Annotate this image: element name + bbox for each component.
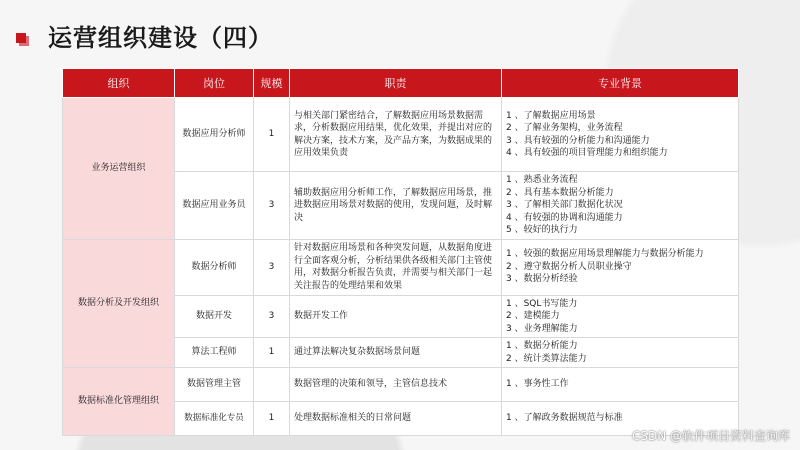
position-cell: 数据管理主管 [175, 368, 254, 402]
background-item: 3 、了解相关部门数据化状况 [506, 200, 623, 210]
background-item: 1 、了解数据应用场景 [506, 110, 596, 121]
table-row [63, 98, 739, 172]
org-cell: 业务运营组织 [63, 98, 175, 240]
header-scale: 规模 [254, 69, 290, 98]
scale-cell: 1 [254, 338, 290, 368]
background-item: 5 、较好的执行力 [506, 225, 578, 235]
position-cell: 数据分析师 [175, 239, 254, 295]
duty-cell: 通过算法解决复杂数据场景问题 [290, 338, 502, 368]
background-item: 2 、建模能力 [506, 311, 560, 321]
org-cell: 数据标准化管理组织 [63, 368, 175, 436]
duty-cell: 处理数据标准相关的日常问题 [290, 402, 502, 436]
header-org: 组织 [63, 69, 175, 98]
position-cell: 数据标准化专员 [175, 402, 254, 436]
organization-table [62, 68, 739, 436]
page-title: 运营组织建设（四） [48, 24, 273, 52]
duty-cell: 辅助数据应用分析师工作，了解数据应用场景，推进数据应用场景对数据的使用，发现问题，及时解决 [290, 172, 502, 240]
scale-cell: 3 [254, 172, 290, 240]
header-background: 专业背景 [502, 69, 739, 98]
background-item: 4 、有较强的协调和沟通能力 [506, 212, 623, 223]
duty-cell: 与相关部门紧密结合，了解数据应用场景数据需求，分析数据应用结果，优化效果，并提出对应的解决方案，技术方案，及产品方案，为数据成果的应用效果负责 [290, 98, 502, 172]
background-item: 2 、统计类算法能力 [506, 353, 587, 364]
table-row [63, 239, 739, 295]
background-item: 1 、了解政务数据规范与标准 [506, 413, 623, 424]
position-cell: 数据应用业务员 [175, 172, 254, 240]
watermark: CSDN @软件项目资料查询库 [631, 429, 790, 443]
scale-cell: 3 [254, 295, 290, 338]
duty-cell: 数据开发工作 [290, 295, 502, 338]
background-item: 1 、较强的数据应用场景理解能力与数据分析能力 [506, 249, 704, 260]
background-item: 2 、遵守数据分析人员职业操守 [506, 261, 632, 272]
table-header-row [63, 69, 739, 98]
background-cell [502, 368, 739, 402]
scale-cell [254, 368, 290, 402]
background-item: 1 、熟悉业务流程 [506, 175, 578, 185]
background-item: 3 、业务理解能力 [506, 323, 578, 334]
background-item: 2 、了解业务架构，业务流程 [506, 123, 623, 133]
background-item: 2 、具有基本数据分析能力 [506, 187, 614, 198]
background-cell [502, 338, 739, 368]
duty-cell: 数据管理的决策和领导，主管信息技术 [290, 368, 502, 402]
position-cell: 数据应用分析师 [175, 98, 254, 172]
background-item: 1 、事务性工作 [506, 379, 569, 390]
background-cell [502, 295, 739, 338]
background-cell [502, 239, 739, 295]
header-position: 岗位 [175, 69, 254, 98]
scale-cell: 1 [254, 98, 290, 172]
scale-cell: 3 [254, 239, 290, 295]
background-item: 1 、SQL书写能力 [506, 298, 578, 309]
position-cell: 算法工程师 [175, 338, 254, 368]
background-cell [502, 98, 739, 172]
table-row [63, 368, 739, 402]
header-duty: 职责 [290, 69, 502, 98]
background-item: 1 、数据分析能力 [506, 341, 578, 351]
scale-cell: 1 [254, 402, 290, 436]
title-marker-icon [16, 33, 26, 43]
background-item: 4 、具有较强的项目管理能力和组织能力 [506, 148, 668, 158]
background-item: 3 、数据分析经验 [506, 274, 578, 285]
position-cell: 数据开发 [175, 295, 254, 338]
background-item: 3 、具有较强的分析能力和沟通能力 [506, 135, 650, 146]
org-cell: 数据分析及开发组织 [63, 239, 175, 368]
background-cell [502, 172, 739, 240]
duty-cell: 针对数据应用场景和各种突发问题，从数据角度进行全面客观分析，分析结果供各级相关部门主管使用，对数据分析报告负责，并需要与相关部门一起关注报告的处理结果和效果 [290, 239, 502, 295]
